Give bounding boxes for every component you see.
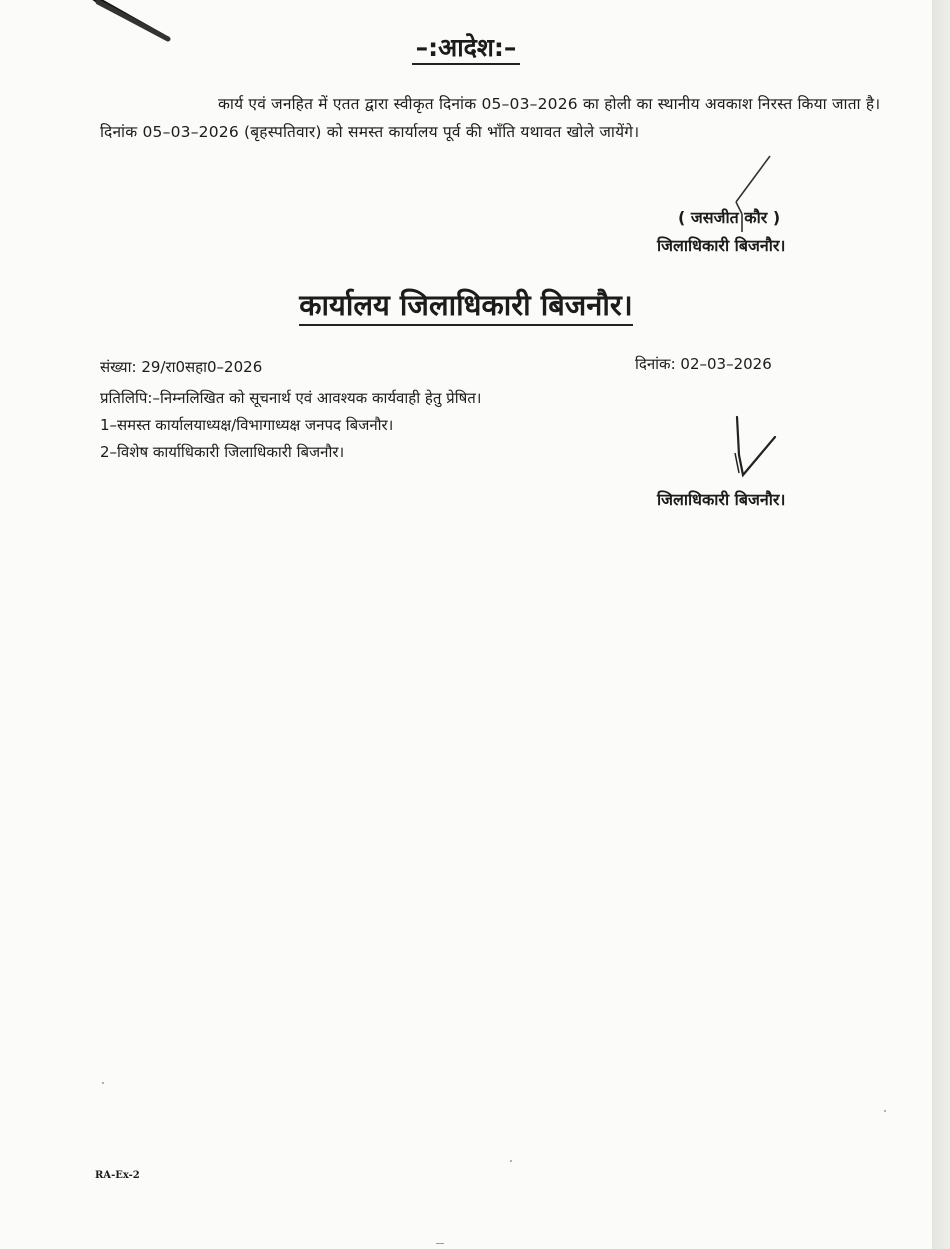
reference-number: संख्या: 29/रा0सहा0–2026 xyxy=(100,358,263,376)
copy-to-line: प्रतिलिपि:–निम्नलिखित को सूचनार्थ एवं आवश्यक कार्यवाही हेतु प्रेषित। xyxy=(100,389,482,407)
order-heading: –:आदेश:– xyxy=(0,30,932,64)
office-title: कार्यालय जिलाधिकारी बिजनौर। xyxy=(0,285,932,324)
page-edge xyxy=(932,0,950,1249)
reference-date: दिनांक: 02–03–2026 xyxy=(635,355,772,373)
signer-name: ( जसजीत कौर ) xyxy=(678,208,781,227)
scan-speck xyxy=(102,1082,104,1084)
scan-speck xyxy=(884,1110,886,1112)
recipient-item: 1–समस्त कार्यालयाध्यक्ष/विभागाध्यक्ष जनपद बिजनौर। xyxy=(100,416,394,434)
endorsement-signer-title: जिलाधिकारी बिजनौर। xyxy=(657,490,786,509)
order-paragraph: कार्य एवं जनहित में एतत द्वारा स्वीकृत दिनांक 05–03–2026 का होली का स्थानीय अवकाश निरस्त किया जाता है। दिनांक 05–03–2026 (बृहस्पतिवार) को समस्त कार्यालय पूर्व की भाँति यथावत खोले जायेंगे। xyxy=(100,95,881,141)
recipient-item: 2–विशेष कार्याधिकारी जिलाधिकारी बिजनौर। xyxy=(100,443,345,461)
copy-list xyxy=(100,385,482,466)
form-code: RA-Ex-2 xyxy=(95,1170,140,1181)
initials-mark xyxy=(725,415,785,487)
signer-title: जिलाधिकारी बिजनौर। xyxy=(657,236,786,255)
scan-speck xyxy=(436,1243,444,1244)
scan-speck xyxy=(510,1160,512,1162)
